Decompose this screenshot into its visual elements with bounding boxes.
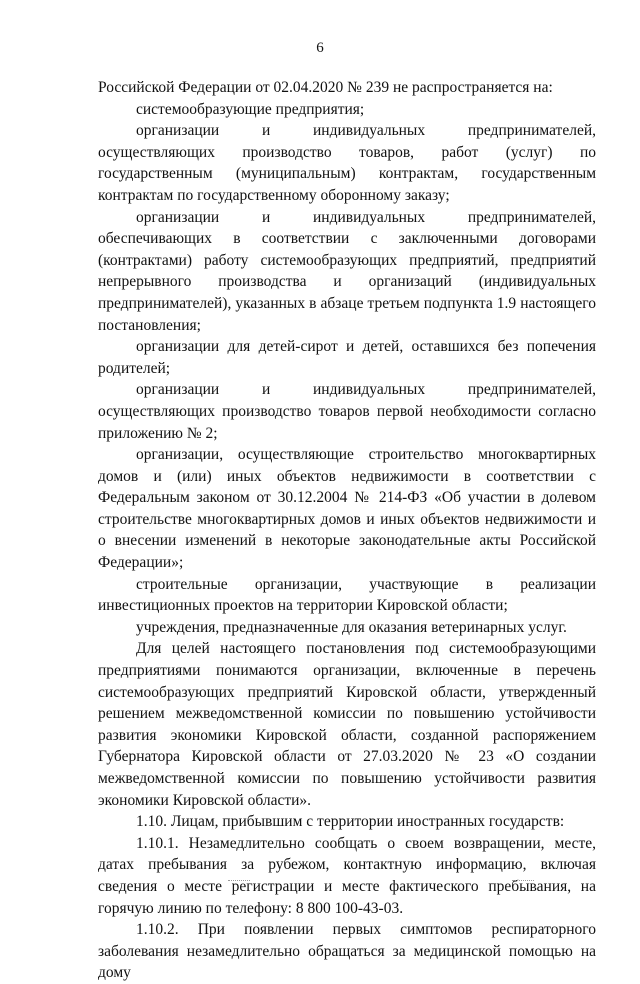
paragraph: организации и индивидуальных предпринимателей, обеспечивающих в соответствии с заключенными договорами (контрактами) работу системообразующих предприятий, предприятий непрерывного производства и организаций (индивидуальных предпринимателей), указанных в абзаце третьем подпункта 1.9 настоящего постановления; [98, 208, 596, 334]
scan-edge-mark [228, 880, 250, 883]
paragraph: организации для детей-сирот и детей, оставшихся без попечения родителей; [98, 338, 596, 377]
paragraph: 1.10.2. При появлении первых симптомов респираторного заболевания незамедлительно обращаться за медицинской помощью на дому [98, 921, 596, 982]
page-number: 6 [316, 40, 324, 56]
document-body [98, 77, 596, 984]
scan-edge-mark [512, 880, 534, 883]
paragraph: системообразующие предприятия; [136, 100, 365, 118]
paragraph: организации и индивидуальных предпринимателей, осуществляющих производство товаров, работ (услуг) по государственным (муниципальным) контрактам, государственным контрактам по государственному оборонному заказу; [98, 122, 596, 204]
paragraph: строительные организации, участвующие в реализации инвестиционных проектов на территории Кировской области; [98, 575, 596, 615]
paragraph: 1.10.1. Незамедлительно сообщать о своем возвращении, месте, датах пребывания за рубежом, контактную информацию, включая сведения о месте регистрации и месте фактического пребывания, на горячую линию по телефону: 8 800 100-43-03. [98, 834, 596, 917]
paragraph: организации, осуществляющие строительство многоквартирных домов и (или) иных объектов недвижимости в соответствии с Федеральным законом от 30.12.2004 № 214-ФЗ «Об участии в долевом строительстве многоквартирных домов и иных объектов недвижимости и о внесении изменений в некоторые законодательные акты Российской Федерации»; [98, 446, 596, 572]
paragraph: Российской Федерации от 02.04.2020 № 239 не распространяется на: [98, 79, 553, 96]
paragraph: Для целей настоящего постановления под системообразующими предприятиями понимаются организации, включенные в перечень системообразующих предприятий Кировской области, утвержденный решением межведомственной комиссии по повышению устойчивости развития экономики Кировской области, созданной распоряжением Губернатора Кировской области от 27.03.2020 № 23 «О создании межведомственной комиссии по повышению устойчивости развития экономики Кировской области». [98, 640, 596, 809]
paragraph: 1.10. Лицам, прибывшим с территории иностранных государств: [136, 813, 565, 831]
paragraph: организации и индивидуальных предпринимателей, осуществляющих производство товаров первой необходимости согласно приложению № 2; [98, 381, 596, 442]
paragraph: учреждения, предназначенные для оказания ветеринарных услуг. [136, 618, 567, 636]
